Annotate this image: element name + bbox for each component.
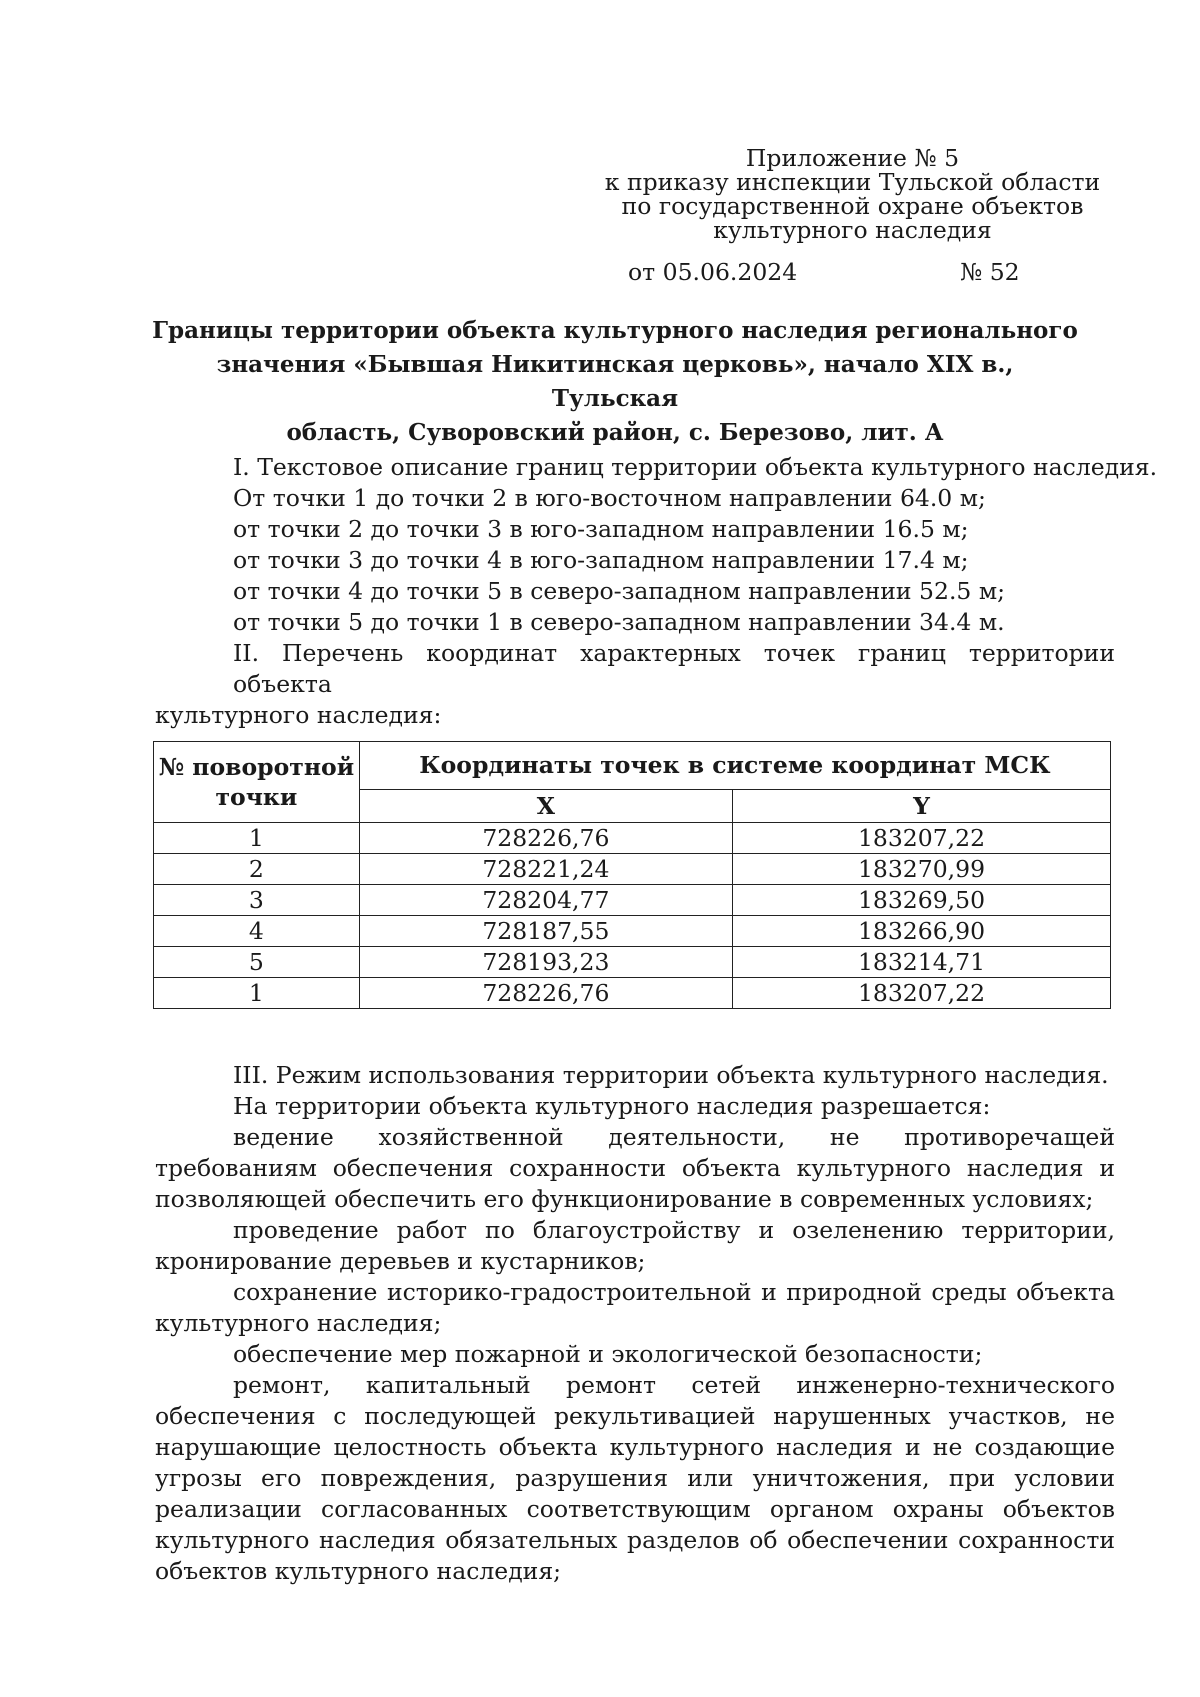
boundary-line: от точки 3 до точки 4 в юго-западном направлении 17.4 м; — [233, 546, 969, 574]
table-row — [154, 916, 1111, 947]
x-coordinate: 728187,55 — [359, 916, 732, 947]
table-row — [154, 885, 1111, 916]
column-point-header: № поворотной точки — [154, 742, 360, 823]
x-coordinate: 728221,24 — [359, 854, 732, 885]
section-2 — [155, 638, 1115, 731]
table-row — [154, 823, 1111, 854]
section-3 — [155, 1060, 1115, 1587]
permitted-item: проведение работ по благоустройству и озеленению территории, кронирование деревьев и кустарников; — [155, 1216, 1115, 1275]
title-line: Границы территории объекта культурного наследия регионального — [152, 317, 1078, 344]
y-coordinate: 183266,90 — [732, 916, 1110, 947]
table-row — [154, 978, 1111, 1009]
point-number: 1 — [154, 823, 360, 854]
section-1 — [155, 452, 1158, 638]
y-coordinate: 183207,22 — [732, 823, 1110, 854]
coordinates-table — [153, 741, 1111, 1009]
boundary-line: от точки 5 до точки 1 в северо-западном направлении 34.4 м. — [233, 608, 1005, 636]
order-date: от 05.06.2024 — [628, 258, 798, 286]
section-3-intro: На территории объекта культурного наследия разрешается: — [233, 1092, 991, 1120]
appendix-line: культурного наследия — [713, 216, 992, 244]
document-title — [150, 314, 1080, 450]
section-2-line: культурного наследия: — [155, 701, 442, 729]
boundary-line: от точки 2 до точки 3 в юго-западном направлении 16.5 м; — [233, 515, 969, 543]
appendix-line: по государственной охране объектов — [621, 192, 1084, 220]
title-line: значения «Бывшая Никитинская церковь», начало XIX в., Тульская — [216, 351, 1014, 412]
point-number: 5 — [154, 947, 360, 978]
x-coordinate: 728193,23 — [359, 947, 732, 978]
x-coordinate: 728226,76 — [359, 978, 732, 1009]
boundary-line: от точки 4 до точки 5 в северо-западном направлении 52.5 м; — [233, 577, 1006, 605]
point-number: 4 — [154, 916, 360, 947]
order-number: № 52 — [960, 258, 1020, 286]
table-row — [154, 947, 1111, 978]
title-line: область, Суворовский район, с. Березово, лит. А — [286, 419, 944, 446]
permitted-item: обеспечение мер пожарной и экологической безопасности; — [233, 1340, 983, 1368]
column-y-header: Y — [732, 789, 1110, 822]
point-number: 1 — [154, 978, 360, 1009]
appendix-header — [600, 146, 1105, 242]
section-1-heading: I. Текстовое описание границ территории объекта культурного наследия. — [233, 453, 1158, 481]
boundary-line: От точки 1 до точки 2 в юго-восточном направлении 64.0 м; — [233, 484, 986, 512]
section-3-heading: III. Режим использования территории объекта культурного наследия. — [233, 1061, 1109, 1089]
y-coordinate: 183270,99 — [732, 854, 1110, 885]
table-row — [154, 854, 1111, 885]
column-coords-header: Координаты точек в системе координат МСК — [359, 742, 1110, 790]
x-coordinate: 728204,77 — [359, 885, 732, 916]
x-coordinate: 728226,76 — [359, 823, 732, 854]
section-2-line: II. Перечень координат характерных точек границ территории объекта — [233, 639, 1115, 698]
y-coordinate: 183269,50 — [732, 885, 1110, 916]
y-coordinate: 183207,22 — [732, 978, 1110, 1009]
y-coordinate: 183214,71 — [732, 947, 1110, 978]
permitted-item: ремонт, капитальный ремонт сетей инженерно-технического обеспечения с последующей рекультивацией нарушенных участков, не нарушающие целостность объекта культурного наследия и не создающие угрозы его повреждения, разрушения или уничтожения, при условии реализации согласованных соответствующим органом охраны объектов культурного наследия обязательных разделов об обеспечении сохранности объектов культурного наследия; — [155, 1371, 1115, 1585]
permitted-item: ведение хозяйственной деятельности, не противоречащей требованиям обеспечения сохранности объекта культурного наследия и позволяющей обеспечить его функционирование в современных условиях; — [155, 1123, 1115, 1213]
permitted-item: сохранение историко-градостроительной и природной среды объекта культурного наследия; — [155, 1278, 1115, 1337]
appendix-line: Приложение № 5 — [745, 144, 960, 172]
column-x-header: X — [359, 789, 732, 822]
appendix-line: к приказу инспекции Тульской области — [604, 168, 1101, 196]
point-number: 3 — [154, 885, 360, 916]
point-number: 2 — [154, 854, 360, 885]
